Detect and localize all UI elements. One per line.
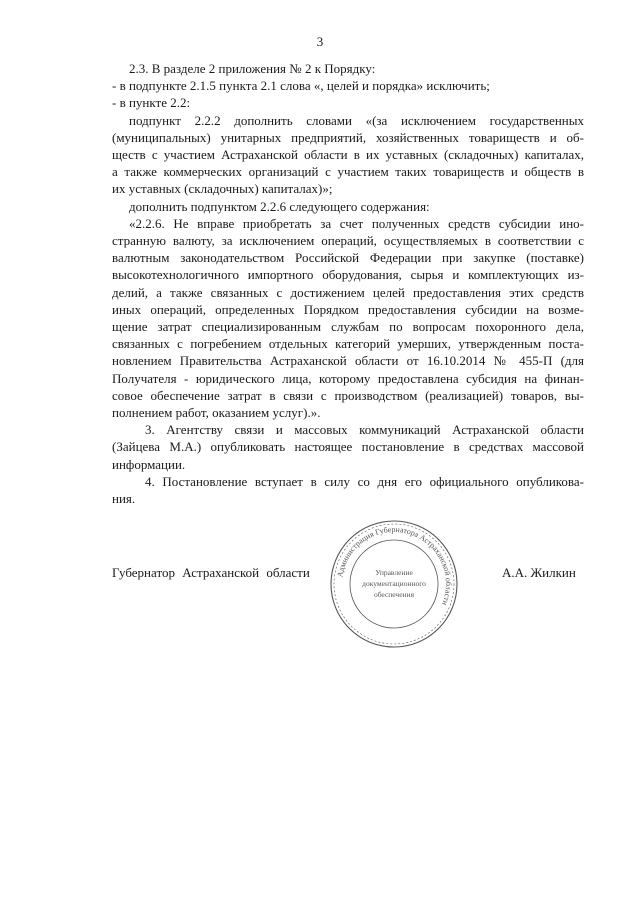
page-number: 3 — [316, 34, 324, 49]
paragraph — [112, 112, 584, 198]
text-line: «2.2.6. Не вправе приобретать за счет полученных средств субсидии ино- — [129, 215, 584, 231]
stamp-center-line-3: обеспечения — [373, 590, 415, 599]
paragraph — [112, 94, 584, 111]
text-line: - в подпункте 2.1.5 пункта 2.1 слова «, целей и порядка» исключить; — [112, 78, 490, 94]
paragraph — [112, 198, 584, 215]
text-line: - в пункте 2.2: — [112, 95, 191, 111]
text-line: (Зайцева М.А.) опубликовать настоящее постановление в средствах массовой — [112, 439, 584, 455]
paragraph — [112, 77, 584, 94]
text-line: 2.3. В разделе 2 приложения № 2 к Порядку: — [129, 61, 376, 76]
document-body — [112, 60, 584, 507]
text-line: (муниципальных) унитарных предприятий, хозяйственных товариществ и об- — [112, 129, 584, 145]
text-line: валютным законодательством Российской Федерации при закупке (поставке) — [112, 250, 584, 266]
text-line: связанных с погребением отдельных категорий умерших, утвержденным поста- — [112, 336, 584, 352]
text-line: делий, а также связанных с достижением целей предоставления этих средств — [112, 284, 584, 300]
text-line: 4. Постановление вступает в силу со дня его официального опубликова- — [145, 473, 584, 489]
paragraph — [112, 473, 584, 507]
text-line: щение затрат специализированным службам по вопросам похоронного дела, — [112, 319, 584, 335]
stamp-ring-text: Администрация Губернатора Астраханской области — [335, 524, 454, 607]
paragraph — [112, 215, 584, 421]
text-line: совое обеспечение затрат в связи с производством (реализацией) товаров, вы- — [112, 387, 584, 403]
signatory-position: Губернатор Астраханской области — [112, 565, 310, 580]
paragraph — [112, 60, 584, 77]
text-line: информации. — [112, 456, 186, 472]
text-line: их уставных (складочных) капиталах)»; — [112, 181, 333, 197]
text-line: Получателя - юридического лица, которому предоставлена субсидия на финан- — [112, 370, 584, 386]
paragraph — [112, 421, 584, 473]
text-line: ния. — [112, 491, 136, 507]
text-line: 3. Агентству связи и массовых коммуникаций Астраханской области — [145, 422, 584, 438]
text-line: иных операций, определенных Порядком предоставления субсидии на возме- — [112, 301, 584, 317]
text-line: высокотехнологичного импортного оборудования, сырья и комплектующих из- — [112, 267, 584, 283]
text-line: странную валюту, за исключением операций, осуществляемых в соответствии с — [112, 233, 584, 249]
text-line: а также коммерческих организаций с участием таких товариществ и обществ в — [112, 164, 584, 180]
official-stamp — [328, 518, 460, 650]
text-line: подпункт 2.2.2 дополнить словами «(за исключением государственных — [129, 112, 584, 128]
stamp-center-line-2: документационного — [362, 579, 426, 588]
signatory-name: А.А. Жилкин — [502, 565, 576, 580]
text-line: дополнить подпунктом 2.2.6 следующего содержания: — [129, 198, 430, 214]
text-line: полнением работ, оказанием услуг).». — [112, 405, 321, 421]
stamp-center-line-1: Управление — [375, 568, 413, 577]
text-line: ществ с участием Астраханской области в их уставных (складочных) капиталах, — [112, 147, 584, 163]
text-line: новлением Правительства Астраханской области от 16.10.2014 № 455-П (для — [112, 353, 584, 369]
